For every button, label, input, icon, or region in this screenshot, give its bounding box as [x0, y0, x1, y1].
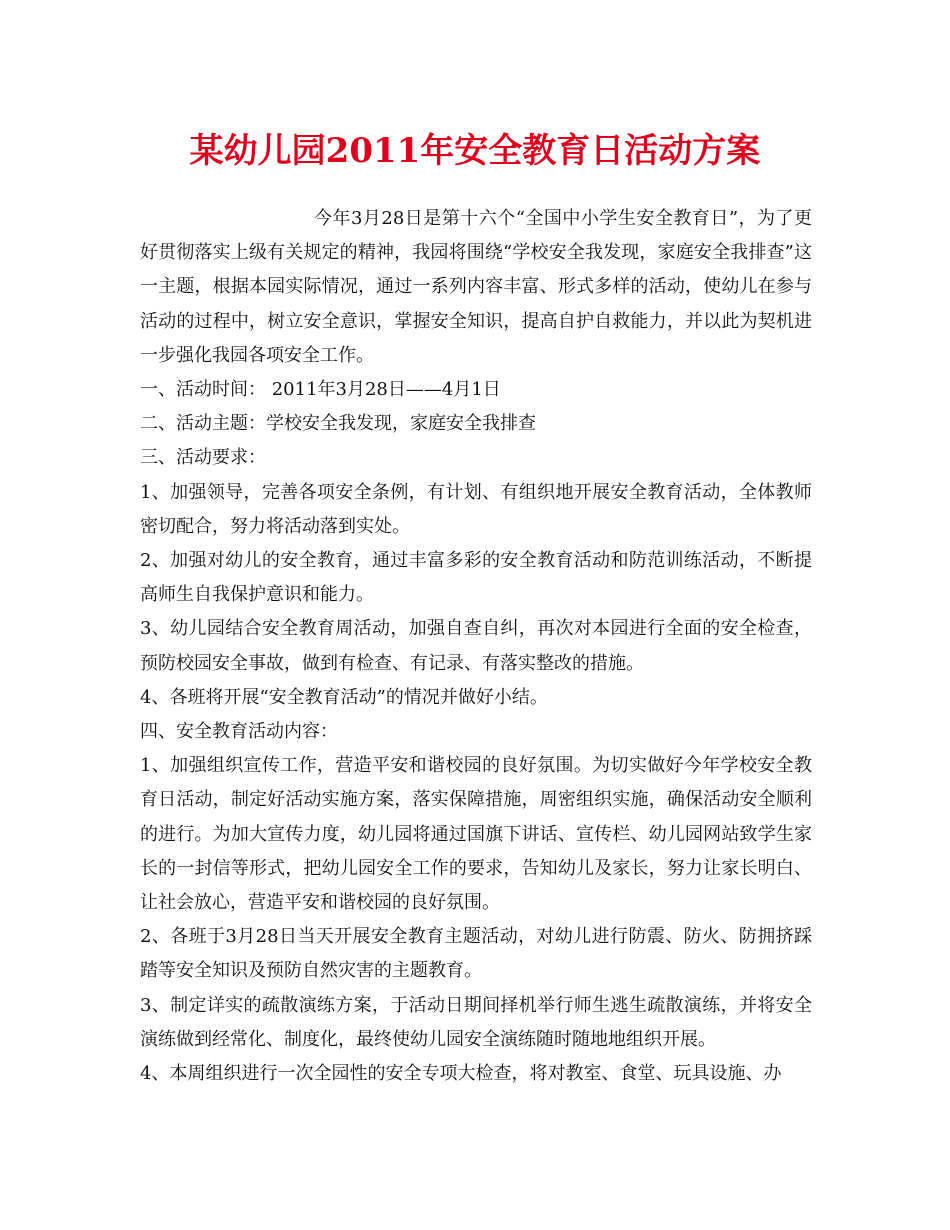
document-body	[140, 202, 812, 1091]
section-heading-requirements: 三、活动要求：	[140, 447, 266, 469]
requirement-item-3: 3、幼儿园结合安全教育周活动，加强自查自纠，再次对本园进行全面的安全检查，预防校园安全事故，做到有检查、有记录、有落实整改的措施。	[140, 618, 812, 674]
section-activity-time: 一、活动时间： 2011年3月28日——4月1日	[140, 379, 501, 401]
requirement-item-1: 1、加强领导，完善各项安全条例，有计划、有组织地开展安全教育活动，全体教师密切配合，努力将活动落到实处。	[140, 481, 812, 537]
content-item-1: 1、加强组织宣传工作，营造平安和谐校园的良好氛围。为切实做好今年学校安全教育日活动，制定好活动实施方案，落实保障措施，周密组织实施，确保活动安全顺利的进行。为加大宣传力度，幼儿园将通过国旗下讲话、宣传栏、幼儿园网站致学生家长的一封信等形式，把幼儿园安全工作的要求，告知幼儿及家长，努力让家长明白、让社会放心，营造平安和谐校园的良好氛围。	[140, 755, 812, 914]
document-title: 某幼儿园2011年安全教育日活动方案	[189, 131, 761, 171]
content-item-4: 4、本周组织进行一次全园性的安全专项大检查，将对教室、食堂、玩具设施、办	[140, 1063, 782, 1085]
content-item-2: 2、各班于3月28日当天开展安全教育主题活动，对幼儿进行防震、防火、防拥挤踩踏等安全知识及预防自然灾害的主题教育。	[140, 926, 812, 982]
section-activity-theme: 二、活动主题：学校安全我发现，家庭安全我排查	[140, 413, 536, 435]
requirement-item-2: 2、加强对幼儿的安全教育，通过丰富多彩的安全教育活动和防范训练活动，不断提高师生自我保护意识和能力。	[140, 550, 812, 606]
section-heading-content: 四、安全教育活动内容：	[140, 721, 338, 743]
requirement-item-4: 4、各班将开展“安全教育活动”的情况并做好小结。	[140, 686, 548, 708]
intro-paragraph: 今年3月28日是第十六个“全国中小学生安全教育日”，为了更好贯彻落实上级有关规定的精神，我园将围绕“学校安全我发现，家庭安全我排查”这一主题，根据本园实际情况，通过一系列内容丰富、形式多样的活动，使幼儿在参与活动的过程中，树立安全意识，掌握安全知识，提高自护自救能力，并以此为契机进一步强化我园各项安全工作。	[140, 208, 812, 366]
content-item-3: 3、制定详实的疏散演练方案，于活动日期间择机举行师生逃生疏散演练，并将安全演练做到经常化、制度化，最终使幼儿园安全演练随时随地地组织开展。	[140, 994, 812, 1050]
